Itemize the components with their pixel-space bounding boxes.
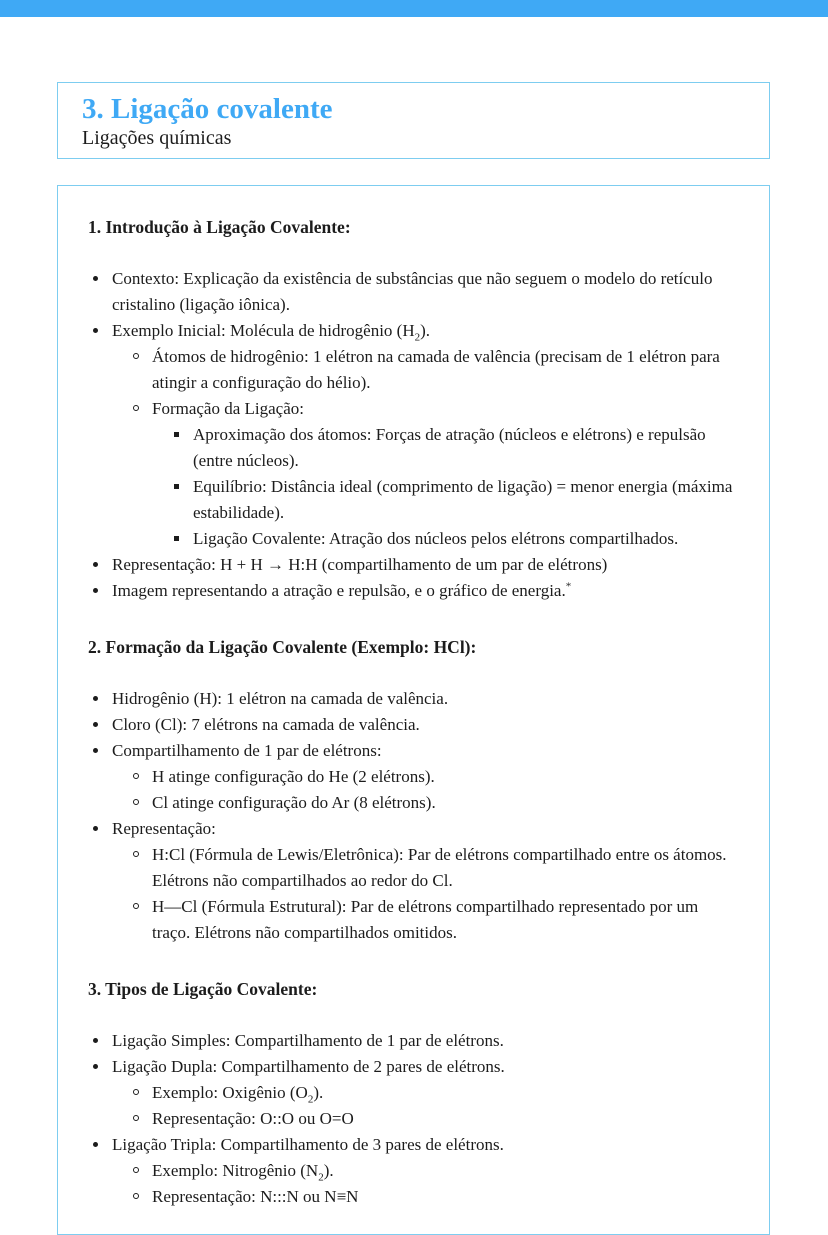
bullet-circle-icon	[133, 1089, 139, 1095]
list-item	[88, 344, 739, 396]
bullet-disc-icon	[93, 562, 98, 567]
bullet-circle-icon	[133, 799, 139, 805]
bullet-circle-icon	[133, 903, 139, 909]
item-text: Representação: O::O ou O=O	[152, 1109, 354, 1128]
list-item	[88, 712, 739, 738]
item-text: Formação da Ligação:	[152, 399, 304, 418]
section-heading: 3. Tipos de Ligação Covalente:	[88, 979, 318, 999]
content-card	[57, 185, 770, 1235]
item-text: Compartilhamento de 1 par de elétrons:	[112, 741, 382, 760]
list-item	[88, 578, 739, 604]
list-item	[88, 422, 739, 474]
section-heading: 2. Formação da Ligação Covalente (Exemplo: HCl):	[88, 637, 477, 657]
list-item	[88, 790, 739, 816]
item-text: Ligação Tripla: Compartilhamento de 3 pares de elétrons.	[112, 1135, 504, 1154]
title-card	[57, 82, 770, 159]
bullet-square-icon	[174, 484, 179, 489]
item-text: H atinge configuração do He (2 elétrons).	[152, 767, 435, 786]
item-text: Cl atinge configuração do Ar (8 elétrons).	[152, 793, 436, 812]
list-item	[88, 894, 739, 946]
bullet-circle-icon	[133, 773, 139, 779]
list-item	[88, 1080, 739, 1106]
item-text: Ligação Covalente: Atração dos núcleos pelos elétrons compartilhados.	[193, 529, 679, 548]
list-item	[88, 474, 739, 526]
item-text: Imagem representando a atração e repulsão, e o gráfico de energia.*	[112, 580, 572, 600]
bullet-disc-icon	[93, 276, 98, 281]
page-subtitle: Ligações químicas	[82, 127, 232, 149]
item-text: Contexto: Explicação da existência de substâncias que não seguem o modelo do retículo cristalino (ligação iônica).	[112, 269, 713, 314]
bullet-disc-icon	[93, 1038, 98, 1043]
list-item	[88, 526, 739, 552]
bullet-disc-icon	[93, 696, 98, 701]
list-item	[88, 764, 739, 790]
list-item	[88, 1028, 739, 1054]
item-text: H—Cl (Fórmula Estrutural): Par de elétrons compartilhado representado por um traço. Elétrons não compartilhados omitidos.	[152, 897, 699, 942]
note-section	[88, 976, 739, 1210]
list-item	[88, 842, 739, 894]
note-section	[88, 214, 739, 604]
bullet-disc-icon	[93, 1064, 98, 1069]
bullet-square-icon	[174, 536, 179, 541]
bullet-square-icon	[174, 432, 179, 437]
item-text: Exemplo: Nitrogênio $(N_2)$.	[152, 1161, 334, 1184]
list-item	[88, 1132, 739, 1158]
item-text: H:Cl (Fórmula de Lewis/Eletrônica): Par de elétrons compartilhado entre os átomos. Elétrons não compartilhados ao redor do Cl.	[152, 845, 727, 890]
list-item	[88, 552, 739, 578]
notes-sections	[88, 214, 739, 1210]
list-item	[88, 1054, 739, 1080]
list-item	[88, 1106, 739, 1132]
bullet-disc-icon	[93, 826, 98, 831]
bullet-circle-icon	[133, 353, 139, 359]
item-text: Representação: H + H → H:H (compartilhamento de um par de elétrons)	[112, 555, 608, 574]
list-item	[88, 318, 739, 344]
top-accent-bar	[0, 0, 828, 17]
item-text: Átomos de hidrogênio: 1 elétron na camada de valência (precisam de 1 elétron para atingir a configuração do hélio).	[152, 347, 720, 392]
bullet-circle-icon	[133, 1193, 139, 1199]
note-section	[88, 634, 739, 946]
list-item	[88, 1158, 739, 1184]
list-item	[88, 396, 739, 422]
item-text: Ligação Dupla: Compartilhamento de 2 pares de elétrons.	[112, 1057, 505, 1076]
bullet-disc-icon	[93, 1142, 98, 1147]
bullet-disc-icon	[93, 722, 98, 727]
item-text: Representação: N:::N ou N≡N	[152, 1187, 359, 1206]
item-text: Representação:	[112, 819, 216, 838]
list-item	[88, 1184, 739, 1210]
list-item	[88, 686, 739, 712]
list-item	[88, 266, 739, 318]
section-heading: 1. Introdução à Ligação Covalente:	[88, 217, 351, 237]
list-item	[88, 816, 739, 842]
bullet-circle-icon	[133, 405, 139, 411]
bullet-circle-icon	[133, 1115, 139, 1121]
bullet-circle-icon	[133, 851, 139, 857]
item-text: Ligação Simples: Compartilhamento de 1 par de elétrons.	[112, 1031, 504, 1050]
item-text: Hidrogênio (H): 1 elétron na camada de valência.	[112, 689, 449, 708]
item-text: Exemplo: Oxigênio $(O_2)$.	[152, 1083, 324, 1106]
item-text: Aproximação dos átomos: Forças de atração (núcleos e elétrons) e repulsão (entre núcleos).	[193, 425, 706, 470]
item-text: Cloro (Cl): 7 elétrons na camada de valência.	[112, 715, 420, 734]
bullet-circle-icon	[133, 1167, 139, 1173]
bullet-disc-icon	[93, 748, 98, 753]
list-item	[88, 738, 739, 764]
item-text: Equilíbrio: Distância ideal (comprimento de ligação) = menor energia (máxima estabilidade).	[193, 477, 733, 522]
bullet-disc-icon	[93, 588, 98, 593]
bullet-disc-icon	[93, 328, 98, 333]
item-text: Exemplo Inicial: Molécula de hidrogênio $(H_2)$.	[112, 321, 431, 344]
page-title: 3. Ligação covalente	[82, 93, 333, 125]
